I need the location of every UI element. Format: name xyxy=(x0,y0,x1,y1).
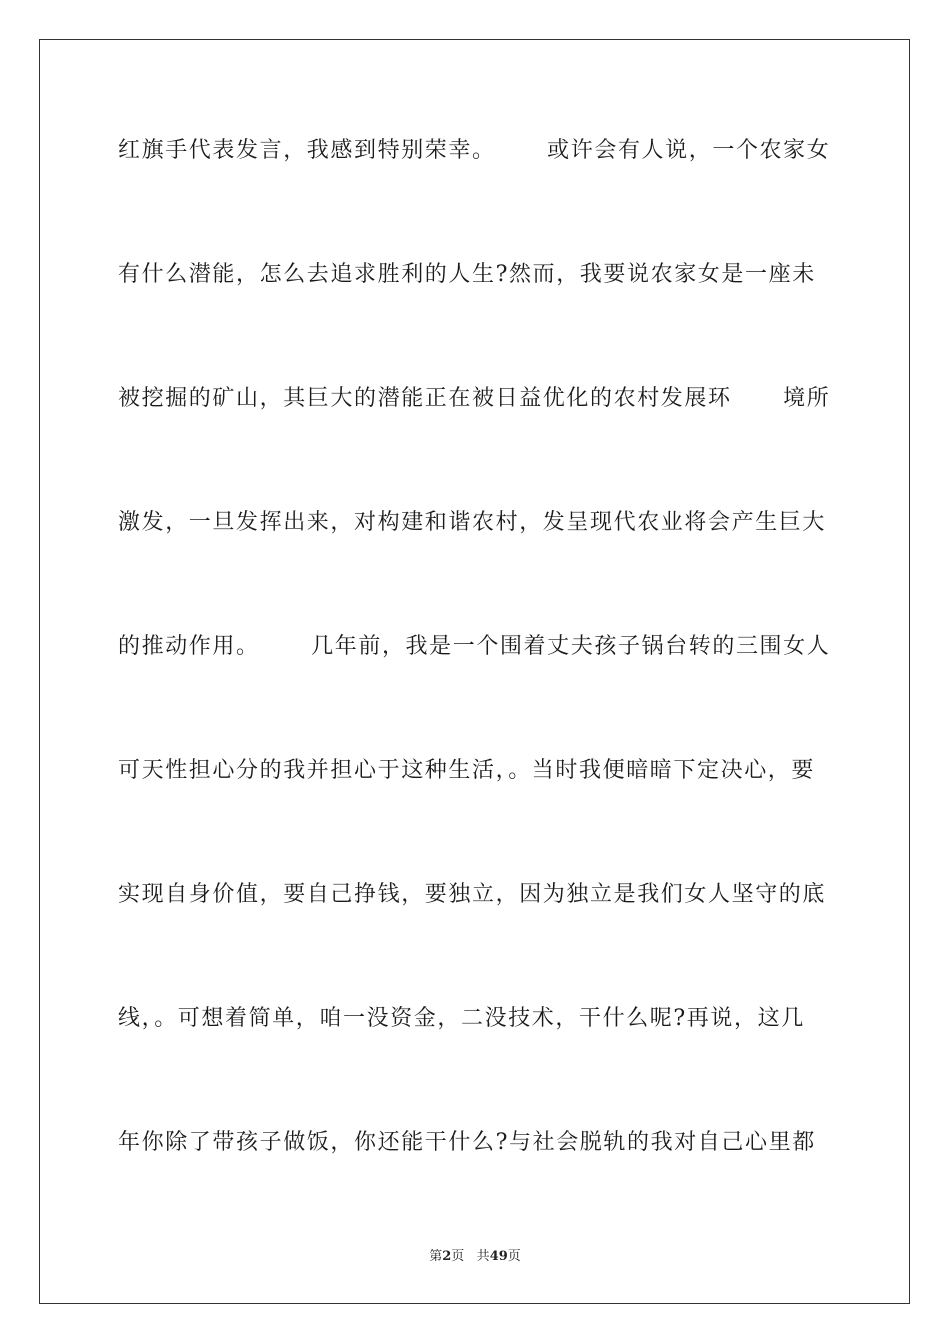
body-text-line-7: 实现自身价值，要自己挣钱，要独立，因为独立是我们女人坚守的底 xyxy=(118,882,827,907)
body-text-line-5: 的推动作用。 几年前，我是一个围着丈夫孩子锅台转的三围女人 xyxy=(118,634,831,659)
body-text-line-9: 年你除了带孩子做饭，你还能干什么?与社会脱轨的我对自己心里都 xyxy=(118,1130,816,1155)
page-number: 2 xyxy=(442,1249,452,1264)
body-text-line-1: 红旗手代表发言，我感到特别荣幸。 或许会有人说，一个农家女 xyxy=(118,138,831,163)
body-text-line-2: 有什么潜能，怎么去追求胜利的人生?然而，我要说农家女是一座未 xyxy=(118,262,816,287)
page-suffix: 页 xyxy=(451,1249,465,1264)
body-text-line-3: 被挖掘的矿山，其巨大的潜能正在被日益优化的农村发展环 境所 xyxy=(118,386,831,411)
total-prefix: 共 xyxy=(476,1249,490,1264)
total-suffix: 页 xyxy=(507,1249,521,1264)
total-pages: 49 xyxy=(489,1249,508,1264)
body-text-line-6: 可天性担心分的我并担心于这种生活，。当时我便暗暗下定决心，要 xyxy=(118,758,816,783)
page-border xyxy=(39,39,910,1304)
body-text-line-4: 激发，一旦发挥出来，对构建和谐农村，发呈现代农业将会产生巨大 xyxy=(118,510,827,535)
body-text-line-8: 线，。可想着简单，咱一没资金，二没技术，干什么呢?再说，这几 xyxy=(118,1006,805,1031)
page-prefix: 第 xyxy=(429,1249,443,1264)
page-footer xyxy=(0,1248,950,1266)
